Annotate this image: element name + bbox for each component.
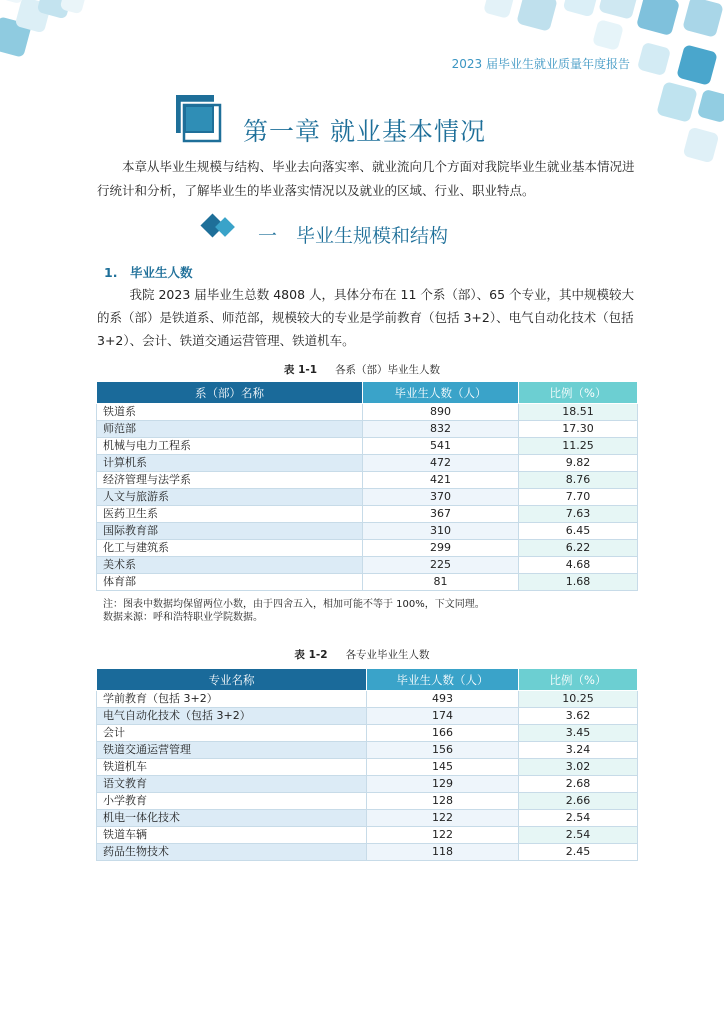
table1-caption-number: 表 1-1	[283, 364, 318, 376]
table-cell: 832	[363, 421, 519, 438]
subsection-number: 1.	[104, 265, 118, 280]
table-cell: 6.45	[519, 523, 638, 540]
table-cell: 128	[367, 793, 519, 810]
column-header: 毕业生人数（人）	[367, 669, 519, 691]
table-row	[97, 421, 638, 438]
table-cell: 7.63	[519, 506, 638, 523]
table2-caption-text: 各专业毕业生人数	[345, 649, 430, 661]
table-cell: 9.82	[519, 455, 638, 472]
table-cell: 机械与电力工程系	[97, 438, 363, 455]
table-cell: 17.30	[519, 421, 638, 438]
table-cell: 493	[367, 691, 519, 708]
table-row	[97, 725, 638, 742]
table-cell: 会计	[97, 725, 367, 742]
table-cell: 铁道机车	[97, 759, 367, 776]
table-cell: 472	[363, 455, 519, 472]
table-cell: 2.66	[519, 793, 638, 810]
table-row	[97, 793, 638, 810]
table-cell: 3.24	[519, 742, 638, 759]
table-cell: 语文教育	[97, 776, 367, 793]
table-cell: 3.45	[519, 725, 638, 742]
table-cell: 7.70	[519, 489, 638, 506]
table-row	[97, 455, 638, 472]
table-cell: 1.68	[519, 574, 638, 591]
table-row	[97, 523, 638, 540]
table-cell: 2.54	[519, 827, 638, 844]
table-row	[97, 557, 638, 574]
table-cell: 10.25	[519, 691, 638, 708]
table-cell: 310	[363, 523, 519, 540]
diamond-icon	[199, 212, 243, 242]
table-row	[97, 708, 638, 725]
column-header: 比例（%）	[519, 382, 638, 404]
table-cell: 81	[363, 574, 519, 591]
table-cell: 美术系	[97, 557, 363, 574]
table-cell: 医药卫生系	[97, 506, 363, 523]
table-cell: 人文与旅游系	[97, 489, 363, 506]
table-cell: 166	[367, 725, 519, 742]
subsection-title: 毕业生人数	[130, 265, 193, 280]
table-row	[97, 574, 638, 591]
table-cell: 299	[363, 540, 519, 557]
intro-paragraph: 本章从毕业生规模与结构、毕业去向落实率、就业流向几个方面对我院毕业生就业基本情况进行统计和分析，了解毕业生的毕业落实情况以及就业的区域、行业、职业特点。	[97, 159, 635, 198]
table-cell: 421	[363, 472, 519, 489]
table1-caption-text: 各系（部）毕业生人数	[335, 364, 441, 376]
table-cell: 156	[367, 742, 519, 759]
table2-caption	[0, 647, 724, 662]
table-cell: 电气自动化技术（包括 3+2）	[97, 708, 367, 725]
report-title: 2023 届毕业生就业质量年度报告	[451, 57, 630, 71]
body-paragraph: 我院 2023 届毕业生总数 4808 人，具体分布在 11 个系（部）、65 个专业，其中规模较大的系（部）是铁道系、师范部，规模较大的专业是学前教育（包括 3+2）、电气自动化技术（包括 3+2）、会计、铁道交通运营管理、铁道机车。	[97, 287, 634, 348]
table-cell: 计算机系	[97, 455, 363, 472]
table-row	[97, 759, 638, 776]
table-cell: 机电一体化技术	[97, 810, 367, 827]
table-cell: 3.62	[519, 708, 638, 725]
table-cell: 122	[367, 827, 519, 844]
table-cell: 学前教育（包括 3+2）	[97, 691, 367, 708]
table-row	[97, 489, 638, 506]
table-cell: 8.76	[519, 472, 638, 489]
table-header-row	[97, 382, 638, 404]
chapter-square-icon	[176, 95, 224, 143]
table-cell: 18.51	[519, 404, 638, 421]
table-cell: 6.22	[519, 540, 638, 557]
table-cell: 2.68	[519, 776, 638, 793]
table-cell: 225	[363, 557, 519, 574]
table-row	[97, 742, 638, 759]
table-row	[97, 540, 638, 557]
major-table	[96, 668, 638, 861]
table-cell: 铁道交通运营管理	[97, 742, 367, 759]
chapter-title: 第一章 就业基本情况	[243, 117, 486, 146]
table-cell: 2.54	[519, 810, 638, 827]
table-cell: 145	[367, 759, 519, 776]
table-cell: 小学教育	[97, 793, 367, 810]
table-cell: 541	[363, 438, 519, 455]
column-header: 系（部）名称	[97, 382, 363, 404]
section-title: 一 毕业生规模和结构	[258, 225, 449, 247]
subsection-heading	[104, 263, 193, 281]
column-header: 专业名称	[97, 669, 367, 691]
table-cell: 11.25	[519, 438, 638, 455]
table-cell: 体育部	[97, 574, 363, 591]
column-header: 比例（%）	[519, 669, 638, 691]
table-cell: 4.68	[519, 557, 638, 574]
table-row	[97, 404, 638, 421]
table-cell: 129	[367, 776, 519, 793]
table1-caption	[0, 362, 724, 377]
table-cell: 铁道车辆	[97, 827, 367, 844]
table-row	[97, 438, 638, 455]
table-row	[97, 844, 638, 861]
table-row	[97, 506, 638, 523]
table-cell: 367	[363, 506, 519, 523]
table-cell: 药品生物技术	[97, 844, 367, 861]
data-source-note: 数据来源：呼和浩特职业学院数据。	[103, 612, 263, 623]
table-row	[97, 472, 638, 489]
table-cell: 经济管理与法学系	[97, 472, 363, 489]
table-cell: 122	[367, 810, 519, 827]
table-cell: 370	[363, 489, 519, 506]
table-cell: 化工与建筑系	[97, 540, 363, 557]
table-header-row	[97, 669, 638, 691]
column-header: 毕业生人数（人）	[363, 382, 519, 404]
table-cell: 国际教育部	[97, 523, 363, 540]
table-row	[97, 691, 638, 708]
table-cell: 174	[367, 708, 519, 725]
table-cell: 铁道系	[97, 404, 363, 421]
table-row	[97, 827, 638, 844]
table-row	[97, 810, 638, 827]
table-row	[97, 776, 638, 793]
table-cell: 2.45	[519, 844, 638, 861]
table-cell: 890	[363, 404, 519, 421]
table-cell: 师范部	[97, 421, 363, 438]
table-cell: 3.02	[519, 759, 638, 776]
table2-caption-number: 表 1-2	[294, 649, 328, 661]
department-table	[96, 381, 638, 591]
table-note: 注：图表中数据均保留两位小数，由于四舍五入，相加可能不等于 100%，下文同理。	[103, 599, 485, 610]
table-cell: 118	[367, 844, 519, 861]
